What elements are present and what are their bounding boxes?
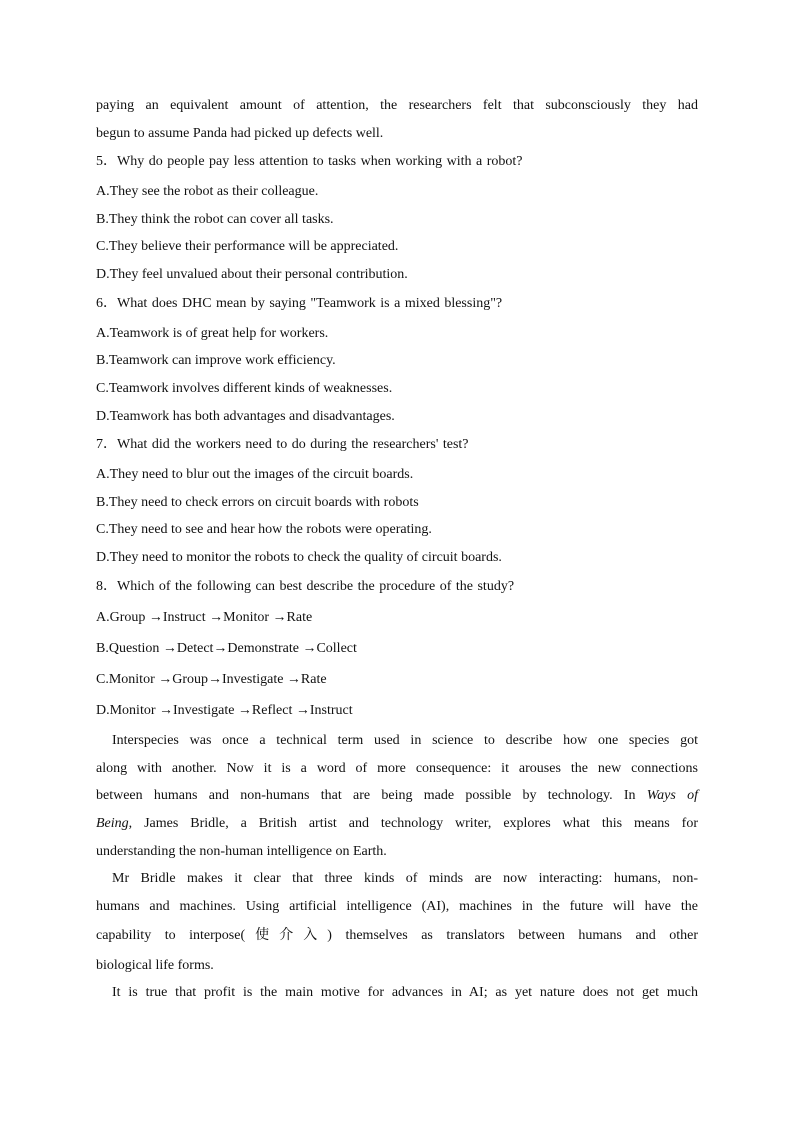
passage-p1-line-4-text: , James Bridle, a British artist and technology writer, explores what this means for xyxy=(128,816,698,831)
question-5-option-b: B.They think the robot can cover all tasks. xyxy=(96,212,334,227)
question-8-option-d: D.Monitor →Investigate →Reflect →Instruct xyxy=(96,703,353,718)
passage-p1-line-4 xyxy=(96,815,698,833)
question-6-option-b: B.Teamwork can improve work efficiency. xyxy=(96,353,336,368)
book-title-ways-of: Ways of xyxy=(646,788,699,803)
question-5-stem: 5．Why do people pay less attention to tasks when working with a robot? xyxy=(96,154,523,169)
question-6-stem: 6．What does DHC mean by saying "Teamwork is a mixed blessing"? xyxy=(96,296,503,311)
question-6-option-a: A.Teamwork is of great help for workers. xyxy=(96,326,329,341)
passage-p1-line-5: understanding the non-human intelligence on Earth. xyxy=(96,844,387,859)
passage-p2-line-3: capability to interpose(使介入) themselves as translators between humans and other xyxy=(96,928,698,943)
question-6-option-c: C.Teamwork involves different kinds of weaknesses. xyxy=(96,381,393,396)
question-8-option-a: A.Group →Instruct →Monitor →Rate xyxy=(96,610,313,625)
passage-p2-line-1: Mr Bridle makes it clear that three kinds of minds are now interacting: humans, non- xyxy=(112,871,698,886)
passage-p2-line-2: humans and machines. Using artificial intelligence (AI), machines in the future will have the xyxy=(96,899,698,914)
passage-p1-line-3 xyxy=(96,787,698,805)
question-7-option-c: C.They need to see and hear how the robots were operating. xyxy=(96,522,432,537)
question-7-option-a: A.They need to blur out the images of the circuit boards. xyxy=(96,467,414,482)
question-8-option-b: B.Question →Detect→Demonstrate →Collect xyxy=(96,641,357,656)
question-5-option-c: C.They believe their performance will be appreciated. xyxy=(96,239,399,254)
passage-p1-line-1: Interspecies was once a technical term used in science to describe how one species got xyxy=(112,733,698,748)
passage-p1-line-3-text: between humans and non-humans that are being made possible by technology. In xyxy=(96,788,636,803)
question-5-option-a: A.They see the robot as their colleague. xyxy=(96,184,319,199)
question-7-stem: 7．What did the workers need to do during the researchers' test? xyxy=(96,437,469,452)
question-7-option-b: B.They need to check errors on circuit boards with robots xyxy=(96,495,419,510)
question-5-option-d: D.They feel unvalued about their personal contribution. xyxy=(96,267,408,282)
book-title-being: Being xyxy=(96,816,129,831)
question-8-stem: 8．Which of the following can best describe the procedure of the study? xyxy=(96,579,515,594)
question-8-option-c: C.Monitor →Group→Investigate →Rate xyxy=(96,672,327,687)
passage-p3-line-1: It is true that profit is the main motive for advances in AI; as yet nature does not get much xyxy=(112,985,698,1000)
passage-prev-line-2: begun to assume Panda had picked up defects well. xyxy=(96,126,384,141)
question-6-option-d: D.Teamwork has both advantages and disadvantages. xyxy=(96,409,395,424)
passage-prev-line-1: paying an equivalent amount of attention, the researchers felt that subconsciously they had xyxy=(96,98,698,113)
question-7-option-d: D.They need to monitor the robots to check the quality of circuit boards. xyxy=(96,550,502,565)
passage-p2-line-4: biological life forms. xyxy=(96,958,214,973)
passage-p1-line-2: along with another. Now it is a word of more consequence: it arouses the new connections xyxy=(96,761,698,776)
